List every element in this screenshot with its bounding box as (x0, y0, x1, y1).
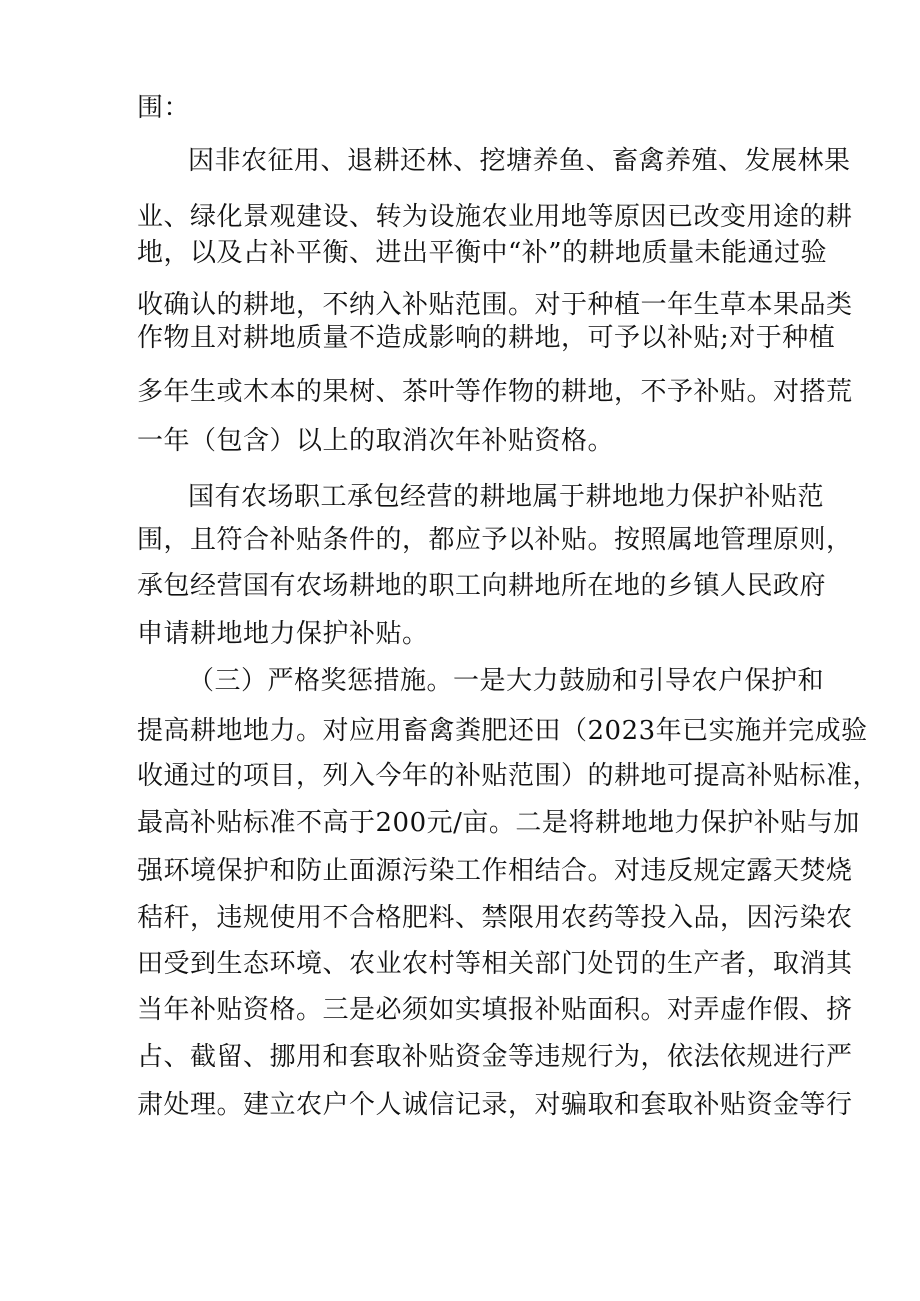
text-line: 多年生或木本的果树、茶叶等作物的耕地，不予补贴。对搭荒 (137, 377, 853, 407)
paragraph-start: 国有农场职工承包经营的耕地属于耕地地力保护补贴范 (188, 482, 825, 512)
text-line: 田受到生态环境、农业农村等相关部门处罚的生产者，取消其 (137, 949, 853, 979)
text-line: 秸秆，违规使用不合格肥料、禁限用农药等投入品，因污染农 (137, 903, 853, 933)
text-line: 作物且对耕地质量不造成影响的耕地，可予以补贴;对于种植 (137, 323, 836, 353)
paragraph-start: 因非农征用、退耕还林、挖塘养鱼、畜禽养殖、发展林果 (188, 146, 851, 176)
text-line: 地，以及占补平衡、进出平衡中“补”的耕地质量未能通过验 (137, 238, 828, 268)
text-line: 申请耕地地力保护补贴。 (137, 619, 429, 649)
text-line: 围： (137, 93, 191, 123)
text-line: 当年补贴资格。三是必须如实填报补贴面积。对弄虚作假、挤 (137, 995, 853, 1025)
text-line: 收确认的耕地，不纳入补贴范围。对于种植一年生草本果品类 (137, 290, 853, 320)
text-line: 承包经营国有农场耕地的职工向耕地所在地的乡镇人民政府 (137, 571, 827, 601)
text-line: 最高补贴标准不高于200元/亩。二是将耕地地力保护补贴与加 (137, 808, 860, 838)
text-line: 业、绿化景观建设、转为设施农业用地等原因已改变用途的耕 (137, 202, 853, 232)
text-line: 围，且符合补贴条件的，都应予以补贴。按照属地管理原则， (137, 525, 853, 555)
section-heading-line: （三）严格奖惩措施。一是大力鼓励和引导农户保护和 (188, 666, 825, 696)
text-line: 一年（包含）以上的取消次年补贴资格。 (137, 426, 615, 456)
text-line: 占、截留、挪用和套取补贴资金等违规行为，依法依规进行严 (137, 1042, 853, 1072)
text-line: 肃处理。建立农户个人诚信记录，对骗取和套取补贴资金等行 (137, 1090, 853, 1120)
text-line: 强环境保护和防止面源污染工作相结合。对违反规定露天焚烧 (137, 856, 853, 886)
text-line: 收通过的项目，列入今年的补贴范围）的耕地可提高补贴标准， (137, 761, 880, 791)
text-line: 提高耕地地力。对应用畜禽粪肥还田（2023年已实施并完成验 (137, 716, 868, 746)
